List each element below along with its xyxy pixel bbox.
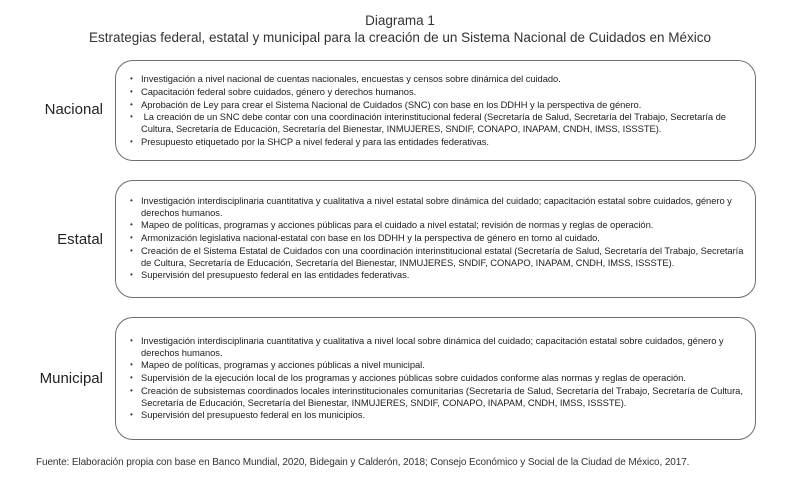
- list-item: • Supervisión del presupuesto federal en las entidades federativas.: [130, 269, 747, 281]
- list-item: • Mapeo de políticas, programas y acciones públicas para el cuidado a nivel estatal; revisión de normas y reglas de operación.: [130, 219, 747, 231]
- strategy-list-municipal: [130, 335, 747, 422]
- level-label-estatal: Estatal: [57, 231, 103, 248]
- list-item: • Investigación interdisciplinaria cuantitativa y cualitativa a nivel estatal sobre dinámica del cuidado; capacitación estatal sobre cuidados, género y derechos humanos.: [130, 195, 747, 218]
- list-item: • Capacitación federal sobre cuidados, género y derechos humanos.: [130, 86, 747, 98]
- level-label-municipal: Municipal: [39, 370, 103, 387]
- list-item: • Aprobación de Ley para crear el Sistema Nacional de Cuidados (SNC) con base en los DDHH y la perspectiva de género.: [130, 99, 747, 111]
- list-item: • Supervisión de la ejecución local de los programas y acciones públicas sobre cuidados conforme alas normas y reglas de operación.: [130, 372, 747, 384]
- diagram-number: Diagrama 1: [365, 13, 435, 28]
- level-box-estatal: [115, 180, 756, 298]
- level-label-nacional: Nacional: [44, 101, 103, 118]
- list-item: • Investigación interdisciplinaria cuantitativa y cualitativa a nivel local sobre dinámica del cuidado; capacitación estatal sobre cuidados, género y derechos humanos.: [130, 335, 747, 358]
- list-item: • Presupuesto etiquetado por la SHCP a nivel federal y para las entidades federativas.: [130, 136, 747, 148]
- list-item: • Investigación a nivel nacional de cuentas nacionales, encuestas y censos sobre dinámica del cuidado.: [130, 73, 747, 85]
- source-note: Fuente: Elaboración propia con base en Banco Mundial, 2020, Bidegain y Calderón, 2018; Consejo Económico y Social de la Ciudad de México, 2017.: [36, 457, 690, 468]
- list-item: • Creación de subsistemas coordinados locales interinstitucionales comunitarias (Secretaría de Salud, Secretaría del Trabajo, Secretaría de Cultura, Secretaría de Educación, Secretaría del Bienestar, INMUJERES, SNDIF, CONAPO, INAPAM, CNDH, IMSS, ISSSTE).: [130, 385, 747, 408]
- list-item: • Mapeo de políticas, programas y acciones públicas a nivel municipal.: [130, 359, 747, 371]
- strategy-list-nacional: [130, 73, 747, 149]
- diagram-title: Estrategias federal, estatal y municipal para la creación de un Sistema Nacional de Cuidados en México: [88, 30, 712, 45]
- list-item: • Armonización legislativa nacional-estatal con base en los DDHH y la perspectiva de género en torno al cuidado.: [130, 232, 747, 244]
- list-item: • Creación de el Sistema Estatal de Cuidados con una coordinación interinstitucional estatal (Secretaría de Salud, Secretaría del Trabajo, Secretaría de Cultura, Secretaría de Educación, Secretaría del Bienestar, INMUJERES, SNDIF, CONAPO, INAPAM, CNDH, IMSS, ISSSTE).: [130, 245, 747, 268]
- list-item: • La creación de un SNC debe contar con una coordinación interinstitucional federal (Secretaría de Salud, Secretaría del Trabajo, Secretaría de Cultura, Secretaría de Educación, Secretaría del Bienestar, INMUJERES, SNDIF, CONAPO, INAPAM, CNDH, IMSS, ISSSTE).: [130, 111, 747, 134]
- list-item: • Supervisión del presupuesto federal en los municipios.: [130, 409, 747, 421]
- level-box-municipal: [115, 317, 756, 440]
- level-box-nacional: [115, 60, 756, 161]
- strategy-list-estatal: [130, 195, 747, 282]
